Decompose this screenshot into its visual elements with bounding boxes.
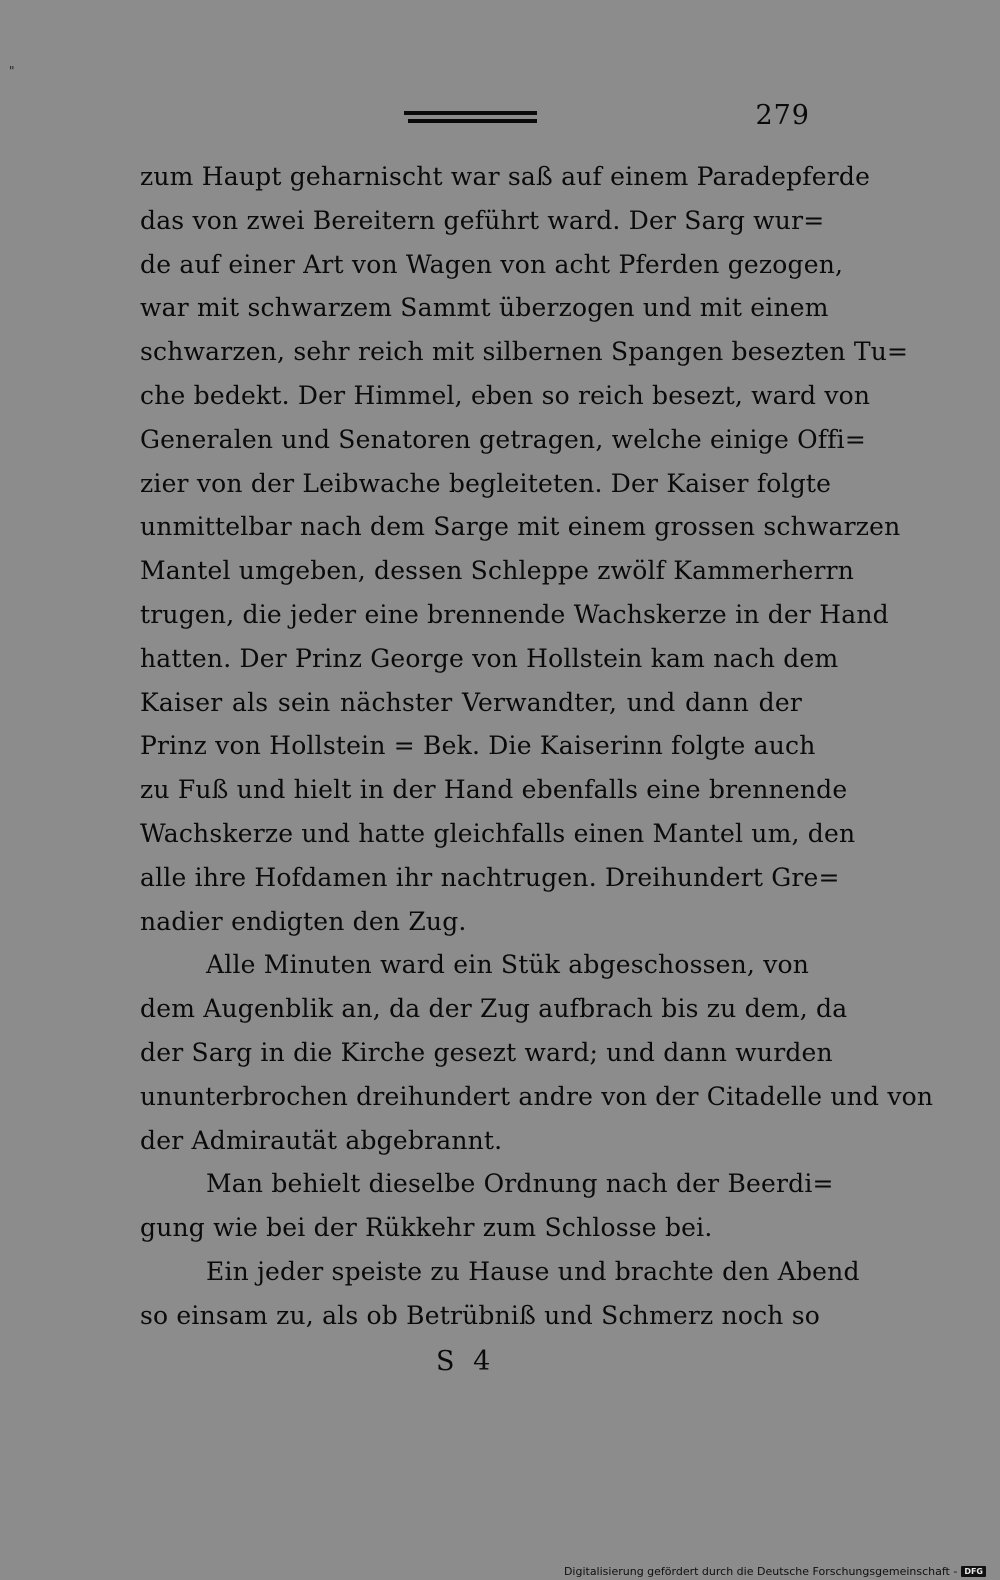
text-line: zum Haupt geharnischt war saß auf einem Paradepferde <box>140 162 871 191</box>
header-rule-bottom <box>408 119 537 123</box>
text-line: zier von der Leibwache begleiteten. Der Kaiser folgte <box>140 468 832 498</box>
text-line: schwarzen, sehr reich mit silbernen Spangen besezten Tu= <box>140 337 909 367</box>
text-line: alle ihre Hofdamen ihr nachtrugen. Dreihundert Gre= <box>140 862 840 892</box>
header-rule-top <box>404 111 537 115</box>
text-line: Kaiser als sein nächster Verwandter, und dann der <box>140 687 802 717</box>
text-line: der Admirautät abgebrannt. <box>140 1125 503 1155</box>
text-line: ununterbrochen dreihundert andre von der Citadelle und von <box>140 1081 934 1111</box>
page-number: 279 <box>755 100 810 131</box>
text-line: zu Fuß und hielt in der Hand ebenfalls eine brennende <box>140 775 848 805</box>
margin-mark: " <box>9 64 15 78</box>
text-line: der Sarg in die Kirche gesezt ward; und dann wurden <box>140 1037 833 1067</box>
paragraph-4 <box>140 1250 860 1338</box>
text-line: che bedekt. Der Himmel, eben so reich besezt, ward von <box>140 380 871 410</box>
text-line: dem Augenblik an, da der Zug aufbrach bis zu dem, da <box>140 994 848 1024</box>
text-line: hatten. Der Prinz George von Hollstein kam nach dem <box>140 643 839 673</box>
text-line: Mantel umgeben, dessen Schleppe zwölf Kammerherrn <box>140 556 855 586</box>
paragraph-3 <box>140 1162 834 1250</box>
paragraph-2 <box>140 943 934 1162</box>
text-line: de auf einer Art von Wagen von acht Pferden gezogen, <box>140 249 844 279</box>
text-line: gung wie bei der Rükkehr zum Schlosse bei. <box>140 1213 713 1243</box>
text-line: Alle Minuten ward ein Stük abgeschossen, von <box>206 950 810 980</box>
text-line: so einsam zu, als ob Betrübniß und Schmerz noch so <box>140 1300 820 1330</box>
body-text <box>140 155 934 1338</box>
footer-credit <box>564 1565 986 1578</box>
text-line: nadier endigten den Zug. <box>140 906 467 936</box>
footer-credit-text: Digitalisierung gefördert durch die Deutsche Forschungsgemeinschaft - <box>563 1565 958 1578</box>
header-rule <box>404 111 537 125</box>
dfg-logo-icon: DFG <box>961 1566 986 1577</box>
text-line: Man behielt dieselbe Ordnung nach der Beerdi= <box>206 1169 834 1199</box>
text-line: Wachskerze und hatte gleichfalls einen Mantel um, den <box>140 818 856 848</box>
text-line: war mit schwarzem Sammt überzogen und mit einem <box>140 293 829 323</box>
text-line: das von zwei Bereitern geführt ward. Der Sarg wur= <box>140 205 825 235</box>
text-line: Prinz von Hollstein = Bek. Die Kaiserinn folgte auch <box>140 731 816 761</box>
text-line: unmittelbar nach dem Sarge mit einem grossen schwarzen <box>140 512 901 542</box>
paragraph-1 <box>140 155 909 943</box>
text-line: Ein jeder speiste zu Hause und brachte den Abend <box>206 1256 860 1286</box>
text-line: Generalen und Senatoren getragen, welche einige Offi= <box>140 424 867 454</box>
text-line: trugen, die jeder eine brennende Wachskerze in der Hand <box>140 599 889 629</box>
signature-mark: S 4 <box>436 1346 491 1377</box>
